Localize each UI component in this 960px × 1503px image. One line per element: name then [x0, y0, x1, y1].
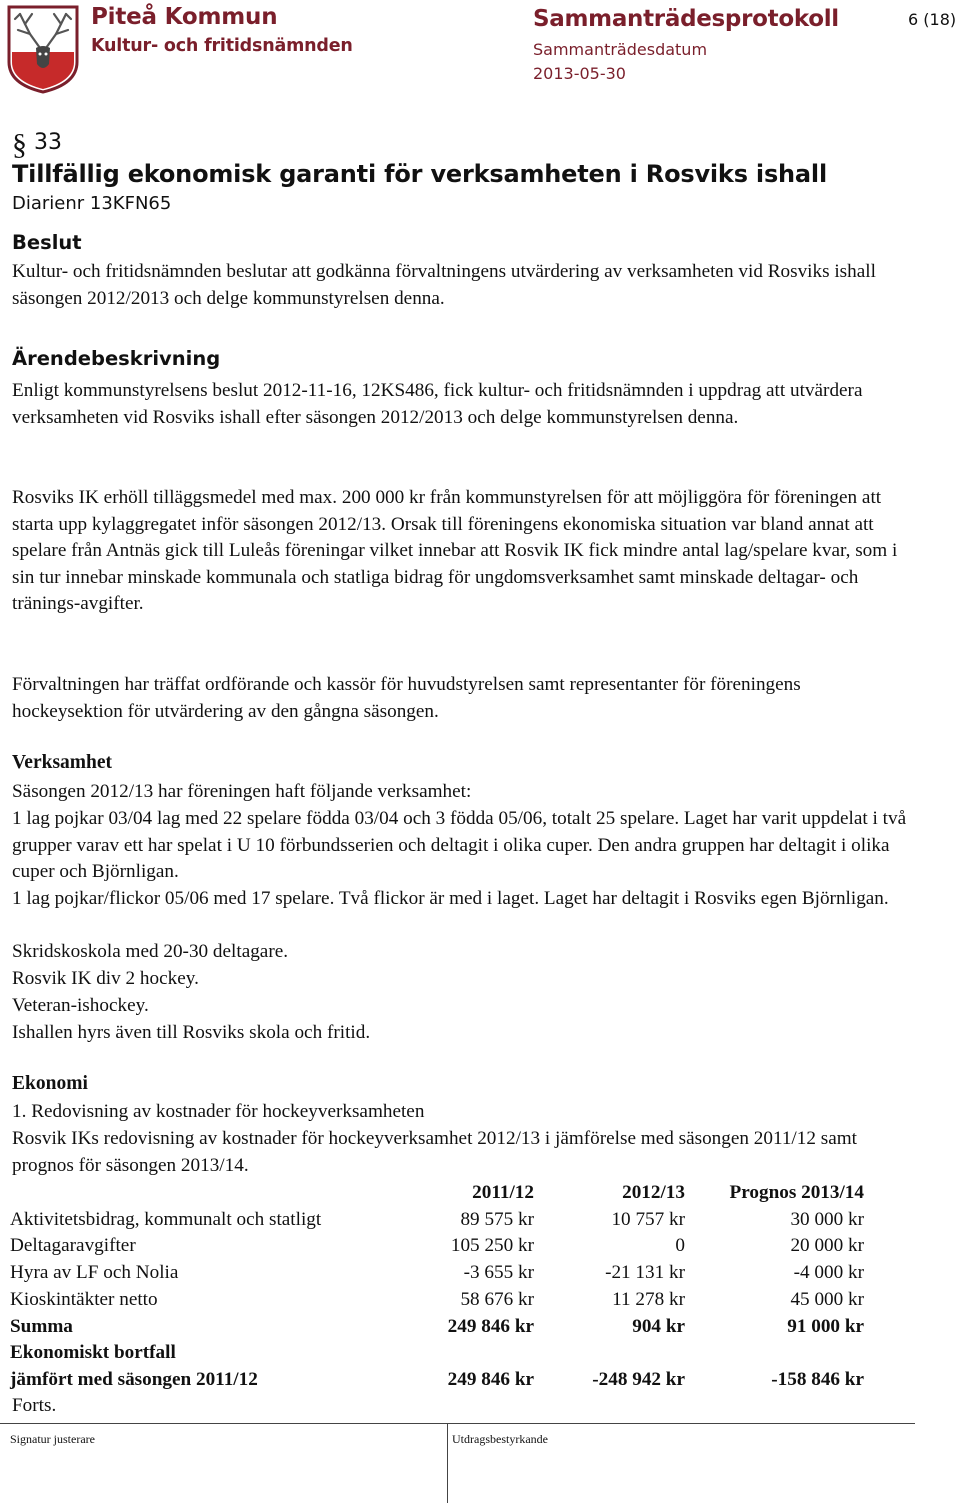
- table-header-cell: 2012/13: [622, 1182, 685, 1203]
- value-2012-13: 10 757 kr: [611, 1208, 685, 1230]
- economy-intro: Rosvik IKs redovisning av kostnader för hockeyverksamhet 2012/13 i jämförelse med säsongen 2011/12 samt prognos för säsongen 2013/14.: [12, 1128, 857, 1176]
- value-2011-12: -3 655 kr: [463, 1262, 534, 1284]
- page-number: 6 (18): [908, 10, 957, 29]
- value-2012-13: 0: [675, 1235, 685, 1257]
- economy-item-1: 1. Redovisning av kostnader för hockeyverksamheten: [12, 1101, 425, 1122]
- protocol-title: Sammanträdesprotokoll: [533, 6, 839, 32]
- row-label: Deltagaravgifter: [10, 1235, 136, 1257]
- value-2012-13: -248 942 kr: [592, 1368, 685, 1390]
- table-row-shortfall: [10, 1367, 864, 1394]
- meeting-date: 2013-05-30: [533, 64, 626, 83]
- table-header-cell: Prognos 2013/14: [729, 1182, 864, 1203]
- continued-note: Forts.: [12, 1395, 57, 1416]
- signature-label: Signatur justerare: [10, 1432, 95, 1446]
- value-2011-12: 249 846 kr: [447, 1315, 534, 1337]
- table-row: [10, 1340, 864, 1367]
- case-description-paragraph-1: Enligt kommunstyrelsens beslut 2012-11-16, 12KS486, fick kultur- och fritidsnämnden i uppdrag att utvärdera verksamheten vid Rosviks ishall efter säsongen 2012/2013 och delge kommunstyrelsen denna.: [12, 380, 863, 428]
- value-2011-12: [410, 1340, 534, 1367]
- row-label: Hyra av LF och Nolia: [10, 1262, 179, 1284]
- case-description-heading: Ärendebeskrivning: [12, 347, 221, 370]
- table-header-cell: [10, 1180, 410, 1207]
- value-prognos-2013-14: 30 000 kr: [790, 1208, 864, 1230]
- value-2011-12: 105 250 kr: [450, 1235, 534, 1257]
- value-prognos-2013-14: 91 000 kr: [787, 1315, 864, 1337]
- kommun-name: Piteå Kommun: [91, 4, 278, 30]
- table-row: [10, 1207, 864, 1234]
- activities-line: Rosvik IK div 2 hockey.: [12, 968, 199, 989]
- case-description-paragraph-3: Förvaltningen har träffat ordförande och kassör för huvudstyrelsen samt representanter för föreningens hockeysektion för utvärdering av den gångna säsongen.: [12, 674, 801, 722]
- value-2012-13: -21 131 kr: [605, 1262, 685, 1284]
- table-row: [10, 1260, 864, 1287]
- value-2012-13: 904 kr: [632, 1315, 685, 1337]
- activities-line: 1 lag pojkar/flickor 05/06 med 17 spelare. Två flickor är med i laget. Laget har deltagit i Rosviks egen Björnligan.: [12, 888, 889, 909]
- value-prognos-2013-14: 45 000 kr: [790, 1288, 864, 1310]
- paragraph-number: 33: [34, 130, 62, 155]
- row-label: Kioskintäkter netto: [10, 1288, 158, 1310]
- activities-line: Skridskoskola med 20-30 deltagare.: [12, 941, 289, 962]
- paragraph-sign: §: [12, 128, 27, 161]
- case-description-paragraph-2: Rosviks IK erhöll tilläggsmedel med max. 200 000 kr från kommunstyrelsen för att möjliggöra för föreningen att starta upp kylaggregatet inför säsongen 2012/13. Orsak till föreningens ekonomiska situation var bland annat att spelare från Antnäs gick till Luleås föreningar vilket innebar att Rosvik IK fick mindre antal lag/spelare kvar, som i sin tur innebar minskade kommunala och statliga bidrag för ungdomsverksamhet samt minskade deltagar- och tränings-avgifter.: [12, 487, 898, 614]
- decision-text: Kultur- och fritidsnämnden beslutar att godkänna förvaltningens utvärdering av verksamheten vid Rosviks ishall säsongen 2012/2013 och delge kommunstyrelsen denna.: [12, 261, 876, 309]
- row-label: Aktivitetsbidrag, kommunalt och statligt: [10, 1208, 322, 1230]
- case-registration-number: Diarienr 13KFN65: [12, 193, 172, 214]
- value-prognos-2013-14: 20 000 kr: [790, 1235, 864, 1257]
- value-2011-12: 89 575 kr: [460, 1208, 534, 1230]
- activities-heading: Verksamhet: [12, 752, 113, 773]
- value-2012-13: [534, 1340, 685, 1367]
- meeting-date-label: Sammanträdesdatum: [533, 40, 708, 59]
- economy-heading: Ekonomi: [12, 1073, 88, 1094]
- table-row: [10, 1233, 864, 1260]
- table-row: [10, 1287, 864, 1314]
- value-prognos-2013-14: -4 000 kr: [793, 1262, 864, 1284]
- table-row-total: [10, 1314, 864, 1341]
- row-label: Ekonomiskt bortfall: [10, 1342, 176, 1364]
- kommun-logo-reindeer: [6, 4, 80, 94]
- activities-line: Säsongen 2012/13 har föreningen haft följande verksamhet:: [12, 781, 472, 802]
- table-header-row: [10, 1180, 864, 1207]
- activities-line: 1 lag pojkar 03/04 lag med 22 spelare födda 03/04 och 3 födda 05/06, totalt 25 spelare. Laget har varit uppdelat i två grupper varav ett har spelat i U 10 förbundsserien och deltagit i olika cuper. Den andra gruppen har deltagit i olika cuper och Björnligan.: [12, 808, 907, 882]
- table-header-cell: 2011/12: [472, 1182, 534, 1203]
- value-2011-12: 249 846 kr: [447, 1368, 534, 1390]
- value-2011-12: 58 676 kr: [460, 1288, 534, 1310]
- case-title: Tillfällig ekonomisk garanti för verksamheten i Rosviks ishall: [12, 160, 827, 188]
- footer-rule: [0, 1423, 915, 1424]
- cost-report-table: [10, 1180, 864, 1394]
- committee-name: Kultur- och fritidsnämnden: [91, 36, 353, 56]
- value-prognos-2013-14: [685, 1340, 864, 1367]
- footer-divider: [447, 1423, 448, 1503]
- extract-certification-label: Utdragsbestyrkande: [452, 1432, 548, 1446]
- activities-line: Veteran-ishockey.: [12, 995, 149, 1016]
- row-label: Summa: [10, 1315, 73, 1337]
- value-prognos-2013-14: -158 846 kr: [771, 1368, 864, 1390]
- decision-heading: Beslut: [12, 231, 82, 254]
- row-label: jämfört med säsongen 2011/12: [10, 1368, 258, 1390]
- value-2012-13: 11 278 kr: [612, 1288, 685, 1310]
- activities-line: Ishallen hyrs även till Rosviks skola och fritid.: [12, 1022, 371, 1043]
